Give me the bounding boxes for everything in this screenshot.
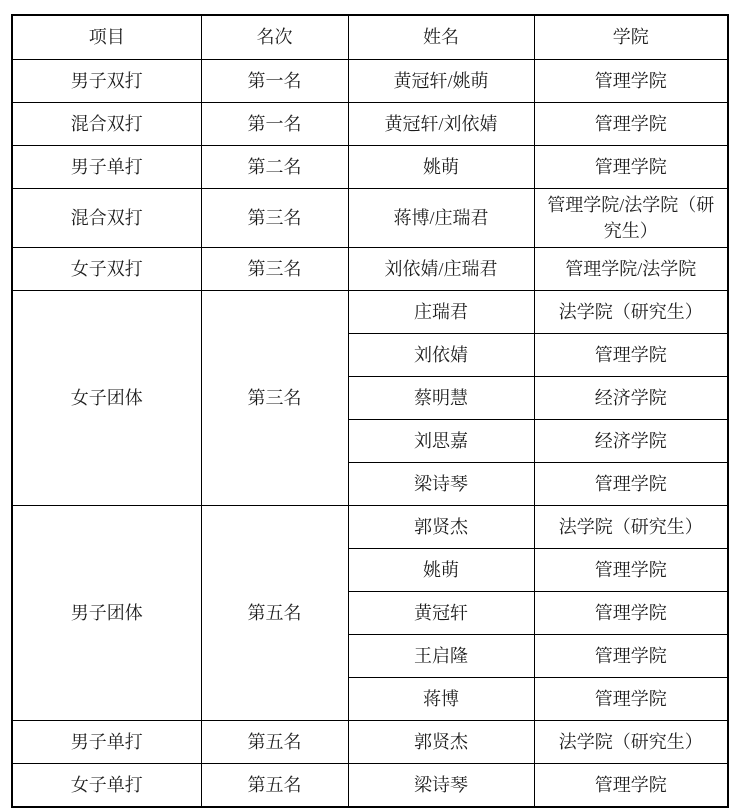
name-cell: 梁诗琴 <box>348 463 534 506</box>
event-cell: 女子单打 <box>12 764 201 808</box>
column-header-event: 项目 <box>12 15 201 60</box>
table-row <box>12 248 728 291</box>
name-cell: 庄瑞君 <box>348 291 534 334</box>
event-cell: 男子双打 <box>12 60 201 103</box>
event-cell: 男子团体 <box>12 506 201 721</box>
name-cell: 郭贤杰 <box>348 721 534 764</box>
college-cell: 管理学院 <box>534 635 728 678</box>
college-cell: 管理学院 <box>534 463 728 506</box>
college-cell: 法学院（研究生） <box>534 721 728 764</box>
table-row <box>12 146 728 189</box>
name-cell: 王启隆 <box>348 635 534 678</box>
table-row <box>12 103 728 146</box>
rank-cell: 第一名 <box>201 60 348 103</box>
college-cell: 法学院（研究生） <box>534 506 728 549</box>
name-cell: 刘思嘉 <box>348 420 534 463</box>
name-cell: 刘依婧 <box>348 334 534 377</box>
college-cell: 管理学院 <box>534 549 728 592</box>
name-cell: 黄冠轩/姚萌 <box>348 60 534 103</box>
college-cell: 经济学院 <box>534 420 728 463</box>
event-cell: 男子单打 <box>12 721 201 764</box>
rank-cell: 第五名 <box>201 764 348 808</box>
name-cell: 蔡明慧 <box>348 377 534 420</box>
college-cell: 管理学院/法学院（研究生） <box>534 189 728 248</box>
results-table <box>11 14 729 808</box>
table-row <box>12 764 728 808</box>
table-row <box>12 721 728 764</box>
table-row <box>12 506 728 549</box>
name-cell: 梁诗琴 <box>348 764 534 808</box>
event-cell: 混合双打 <box>12 103 201 146</box>
table-row <box>12 60 728 103</box>
name-cell: 姚萌 <box>348 549 534 592</box>
college-cell: 法学院（研究生） <box>534 291 728 334</box>
rank-cell: 第一名 <box>201 103 348 146</box>
rank-cell: 第五名 <box>201 506 348 721</box>
college-cell: 经济学院 <box>534 377 728 420</box>
rank-cell: 第三名 <box>201 189 348 248</box>
college-cell: 管理学院 <box>534 764 728 808</box>
name-cell: 黄冠轩 <box>348 592 534 635</box>
name-cell: 蒋博/庄瑞君 <box>348 189 534 248</box>
name-cell: 郭贤杰 <box>348 506 534 549</box>
name-cell: 姚萌 <box>348 146 534 189</box>
rank-cell: 第三名 <box>201 291 348 506</box>
table-body <box>12 60 728 808</box>
name-cell: 蒋博 <box>348 678 534 721</box>
event-cell: 混合双打 <box>12 189 201 248</box>
college-cell: 管理学院 <box>534 592 728 635</box>
name-cell: 黄冠轩/刘依婧 <box>348 103 534 146</box>
column-header-college: 学院 <box>534 15 728 60</box>
college-cell: 管理学院 <box>534 334 728 377</box>
column-header-rank: 名次 <box>201 15 348 60</box>
table-row <box>12 291 728 334</box>
college-cell: 管理学院/法学院 <box>534 248 728 291</box>
rank-cell: 第二名 <box>201 146 348 189</box>
college-cell: 管理学院 <box>534 103 728 146</box>
column-header-name: 姓名 <box>348 15 534 60</box>
college-cell: 管理学院 <box>534 60 728 103</box>
college-cell: 管理学院 <box>534 146 728 189</box>
event-cell: 男子单打 <box>12 146 201 189</box>
event-cell: 女子双打 <box>12 248 201 291</box>
name-cell: 刘依婧/庄瑞君 <box>348 248 534 291</box>
table-header-row <box>12 15 728 60</box>
event-cell: 女子团体 <box>12 291 201 506</box>
rank-cell: 第三名 <box>201 248 348 291</box>
table-row <box>12 189 728 248</box>
rank-cell: 第五名 <box>201 721 348 764</box>
college-cell: 管理学院 <box>534 678 728 721</box>
